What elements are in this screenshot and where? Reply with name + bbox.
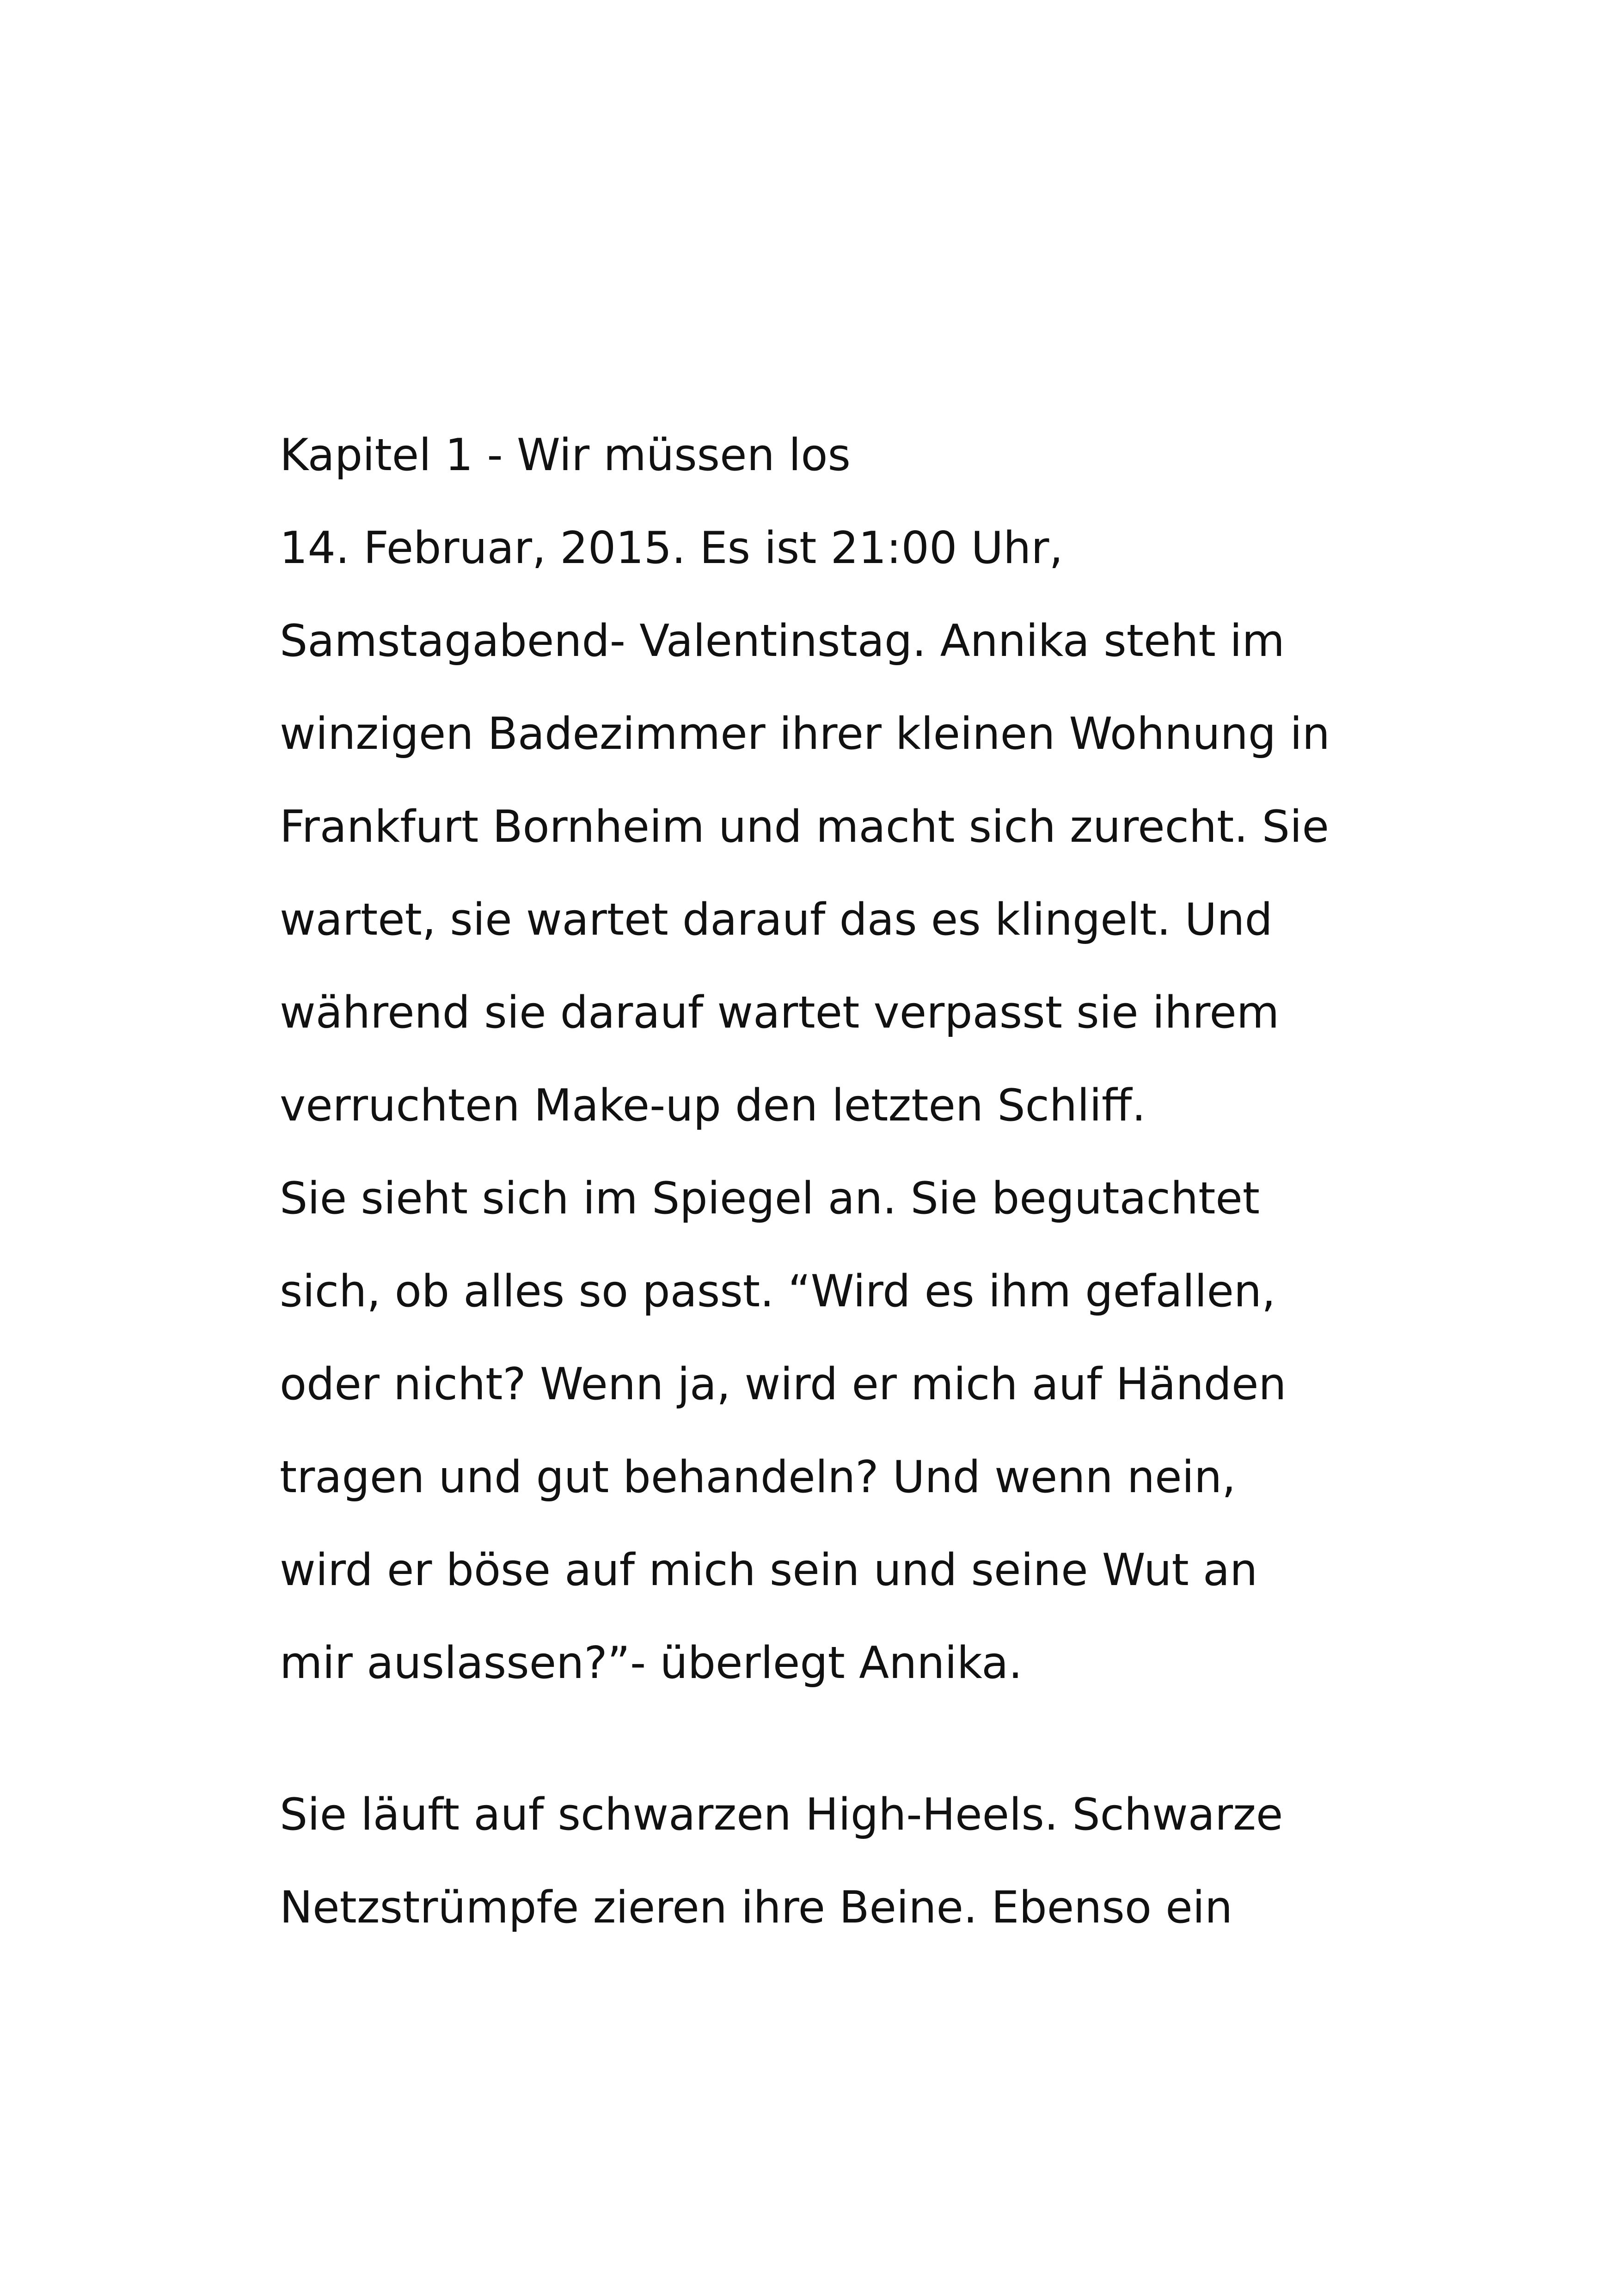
- paragraph-gap: [280, 1710, 1435, 1769]
- chapter-title: Kapitel 1 - Wir müssen los: [280, 430, 851, 481]
- text-line: Sie sieht sich im Spiegel an. Sie begutachtet: [280, 1173, 1260, 1224]
- text-line: verruchten Make-up den letzten Schliff.: [280, 1080, 1146, 1131]
- text-line: Frankfurt Bornheim und macht sich zurecht. Sie: [280, 802, 1329, 852]
- text-line: tragen und gut behandeln? Und wenn nein,: [280, 1452, 1236, 1503]
- text-line: oder nicht? Wenn ja, wird er mich auf Händen: [280, 1359, 1287, 1410]
- text-line: wird er böse auf mich sein und seine Wut an: [280, 1545, 1258, 1596]
- text-line: 14. Februar, 2015. Es ist 21:00 Uhr,: [280, 523, 1063, 574]
- text-line: während sie darauf wartet verpasst sie ihrem: [280, 987, 1280, 1038]
- text-line: wartet, sie wartet darauf das es klingelt. Und: [280, 894, 1273, 945]
- text-line: sich, ob alles so passt. “Wird es ihm gefallen,: [280, 1266, 1276, 1317]
- text-line: Samstagabend- Valentinstag. Annika steht im: [280, 616, 1285, 667]
- document-body: [280, 409, 1435, 1954]
- text-line: mir auslassen?”- überlegt Annika.: [280, 1638, 1023, 1689]
- text-line: Netzstrümpfe zieren ihre Beine. Ebenso ein: [280, 1882, 1233, 1933]
- text-line: winzigen Badezimmer ihrer kleinen Wohnung in: [280, 709, 1330, 759]
- text-line: Sie läuft auf schwarzen High-Heels. Schwarze: [280, 1789, 1283, 1840]
